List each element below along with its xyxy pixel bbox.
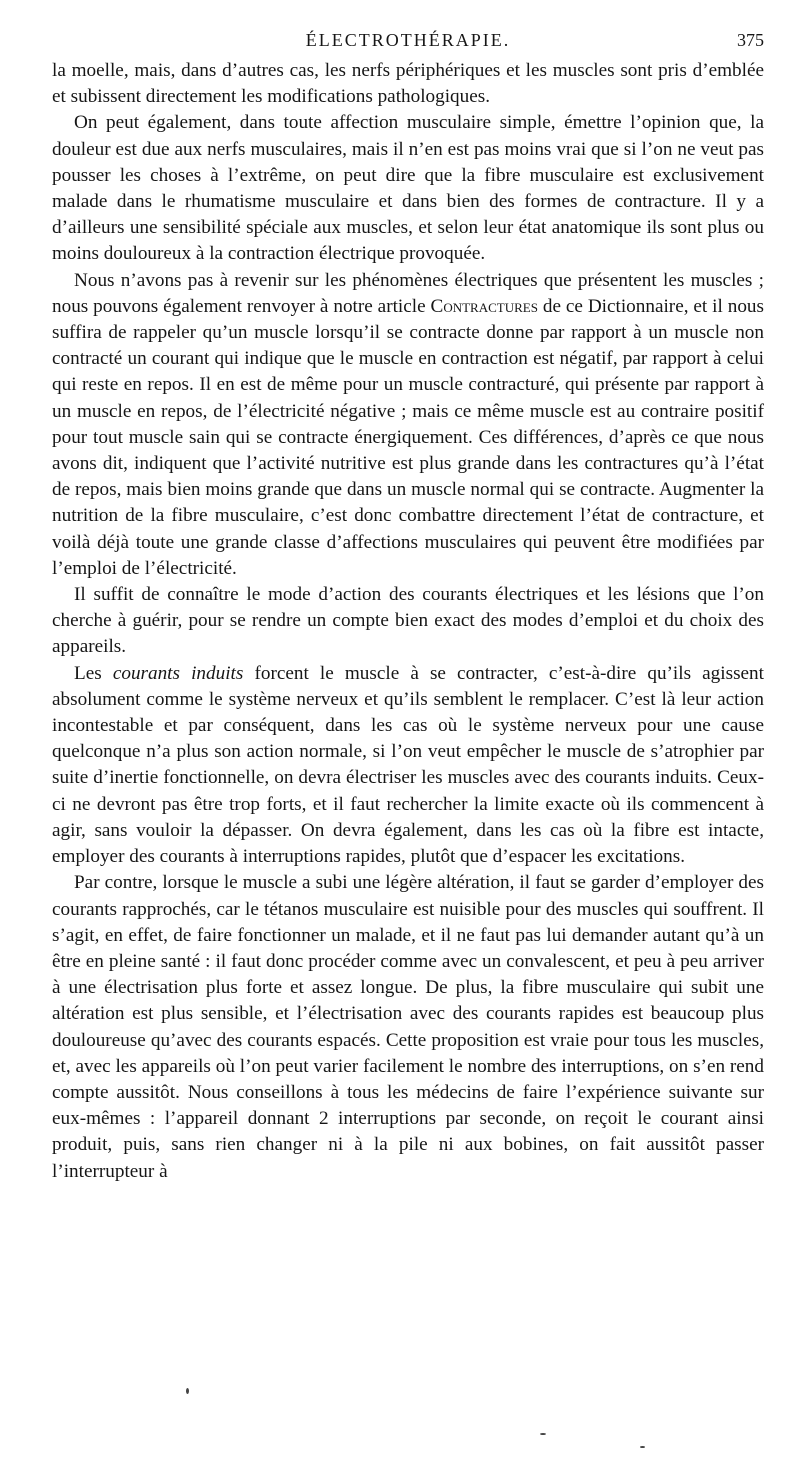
paragraph-text: Les bbox=[74, 662, 113, 684]
print-speck bbox=[640, 1446, 645, 1448]
cross-reference: Contractures bbox=[430, 295, 538, 317]
paragraph-text: la moelle, mais, dans d’autres cas, les nerfs périphériques et les muscles sont pris d’emblée et subissent directement les modifications pathologiques. bbox=[52, 60, 764, 108]
book-page bbox=[52, 28, 764, 1185]
print-speck bbox=[186, 1388, 189, 1394]
body-text bbox=[52, 58, 764, 1185]
paragraph-text: de ce Dictionnaire, et il nous suffira de rappeler qu’un muscle lorsqu’il se contracte donne par rapport à un muscle non contracté un courant qui indique que le muscle en contraction est négatif, par rapport à celui qui reste en repos. Il en est de même pour un muscle contracturé, qui présente par rapport à un muscle en repos, de l’électricité négative ; mais ce même muscle est au contraire positif pour tout muscle sain qui se contracte énergiquement. Ces différences, d’après ce que nous avons dit, indiquent que l’activité nutritive est plus grande dans les contractures qu’à l’état de repos, mais bien moins grande que dans un muscle normal qui se contracte. Augmenter la nutrition de la fibre musculaire, c’est donc combattre directement l’état de contracture, et voilà déjà toute une grande classe d’affections musculaires qui peuvent être modifiées par l’emploi de l’électricité. bbox=[52, 295, 764, 579]
paragraph bbox=[52, 110, 764, 267]
emphasized-term: courants induits bbox=[112, 662, 244, 684]
paragraph bbox=[52, 870, 764, 1184]
paragraph bbox=[52, 661, 764, 871]
paragraph bbox=[52, 58, 764, 110]
paragraph-text: forcent le muscle à se contracter, c’est-à-dire qu’ils agissent absolument comme le système nerveux et qu’ils semblent le remplacer. C’est là leur action incontestable et par conséquent, dans les cas où le système nerveux pour une cause quelconque n’a plus son action normale, si l’on veut empêcher le muscle de s’atrophier par suite d’inertie fonctionnelle, on devra électriser les muscles avec des courants induits. Ceux-ci ne devront pas être trop forts, et il faut rechercher la limite exacte où ils commencent à agir, sans vouloir la dépasser. On devra également, dans les cas où la fibre est intacte, employer des courants à interruptions rapides, plutôt que d’espacer les excitations. bbox=[52, 662, 764, 868]
page-number: 375 bbox=[737, 30, 764, 50]
paragraph-text: Nous n’avons pas à revenir sur les phénomènes électriques que présentent les muscles ; nous pouvons également renvoyer à notre article bbox=[52, 269, 764, 317]
paragraph-text: Il suffit de connaître le mode d’action des courants électriques et les lésions que l’on cherche à guérir, pour se rendre un compte bien exact des modes d’emploi et du choix des appareils. bbox=[52, 584, 764, 658]
paragraph bbox=[52, 582, 764, 661]
paragraph-text: On peut également, dans toute affection musculaire simple, émettre l’opinion que, la douleur est due aux nerfs musculaires, mais il n’en est pas moins vrai que si l’on ne veut pas pousser les choses à l’extrême, on peut dire que la fibre musculaire est exclusivement malade dans le rhumatisme musculaire et dans bien des formes de contracture. Il y a d’ailleurs une sensibilité spéciale aux muscles, et selon leur état anatomique ils sont plus ou moins douloureux à la contraction électrique provoquée. bbox=[52, 112, 764, 265]
paragraph bbox=[52, 268, 764, 582]
running-header bbox=[52, 28, 764, 58]
paragraph-text: Par contre, lorsque le muscle a subi une légère altération, il faut se garder d’employer des courants rapprochés, car le tétanos musculaire est nuisible pour des muscles qui souffrent. Il s’agit, en effet, de faire fonctionner un malade, et il ne faut pas lui demander autant qu’à un être en pleine santé : il faut donc procéder comme avec un convalescent, et peu à peu arriver à une électrisation plus forte et assez longue. De plus, la fibre musculaire qui subit une altération est plus sensible, et l’électrisation avec des courants rapides est beaucoup plus douloureuse qu’avec des courants espacés. Cette proposition est vraie pour tous les muscles, et, avec les appareils où l’on peut varier facilement le nombre des interruptions, on s’en rend compte aussitôt. Nous conseillons à tous les médecins de faire l’expérience suivante sur eux-mêmes : l’appareil donnant 2 interruptions par seconde, on reçoit le courant ainsi produit, puis, sans rien changer ni à la pile ni aux bobines, on fait aussitôt passer l’interrupteur à bbox=[52, 872, 764, 1182]
running-title: ÉLECTROTHÉRAPIE. bbox=[305, 30, 511, 50]
print-speck bbox=[540, 1433, 546, 1435]
